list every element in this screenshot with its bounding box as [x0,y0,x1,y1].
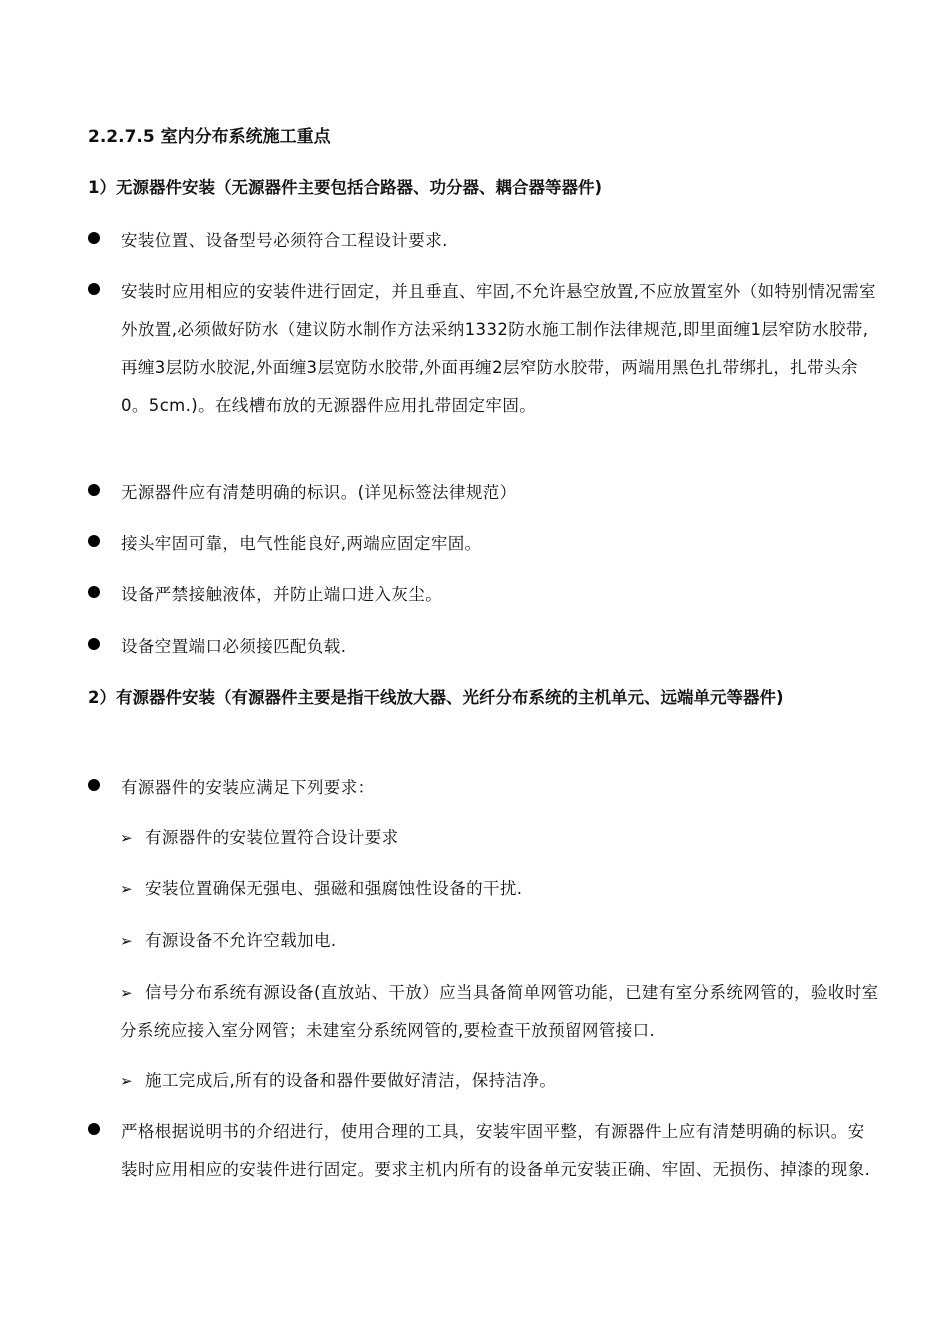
sub-list-item-text: 施工完成后,所有的设备和器件要做好清洁，保持洁净。 [145,1071,557,1090]
list-item-text: 无源器件应有清楚明确的标识。(详见标签法律规范） [121,483,517,502]
list-item [88,1113,878,1189]
list-item-text: 安装时应用相应的安装件进行固定，并且垂直、牢固,不允许悬空放置,不应放置室外（如特别情况需室外放置,必须做好防水（建议防水制作方法采纳1332防水施工制作法律规范,即里面缠1层窄防水胶带,再缠3层防水胶泥,外面缠3层宽防水胶带,外面再缠2层窄防水胶带，两端用黑色扎带绑扎，扎带头余0。5cm.)。在线槽布放的无源器件应用扎带固定牢固。 [121,282,876,415]
list-item-text: 接头牢固可靠，电气性能良好,两端应固定牢固。 [121,534,482,553]
list-item-text: 严格根据说明书的介绍进行，使用合理的工具，安装牢固平整，有源器件上应有清楚明确的标识。安装时应用相应的安装件进行固定。要求主机内所有的设备单元安装正确、牢固、无损伤、掉漆的现象. [121,1122,871,1179]
bullet-icon [88,283,100,295]
arrowhead-icon: ➢ [120,880,133,898]
list-item [88,576,878,614]
list-item [88,474,878,512]
sub-list-item-text: 信号分布系统有源设备(直放站、干放）应当具备简单网管功能，已建有室分系统网管的，验收时室分系统应接入室分网管；未建室分系统网管的,要检查干放预留网管接口. [120,983,879,1040]
bullet-icon [88,586,100,598]
list-item-text: 安装位置、设备型号必须符合工程设计要求. [121,231,448,250]
part2-heading: 2）有源器件安装（有源器件主要是指干线放大器、光纤分布系统的主机单元、远端单元等器件) [88,688,784,707]
arrowhead-icon: ➢ [120,829,133,847]
bullet-icon [88,1123,100,1135]
list-item [88,273,878,425]
bullet-icon [88,232,100,244]
sub-list-item [120,922,880,960]
sub-list-item [120,819,880,857]
list-item [88,525,878,563]
bullet-icon [88,484,100,496]
arrowhead-icon: ➢ [120,984,133,1002]
list-item-text: 设备严禁接触液体，并防止端口进入灰尘。 [121,585,443,604]
list-item-text: 设备空置端口必须接匹配负载. [121,637,347,656]
bullet-icon [88,779,100,791]
sub-list-item-text: 安装位置确保无强电、强磁和强腐蚀性设备的干扰. [145,879,523,898]
arrowhead-icon: ➢ [120,1072,133,1090]
list-item [88,222,878,260]
sub-list-item [120,1062,880,1100]
list-item-text: 有源器件的安装应满足下列要求： [121,778,375,797]
list-item [88,769,878,807]
arrowhead-icon: ➢ [120,932,133,950]
list-item [88,628,878,666]
part1-heading: 1）无源器件安装（无源器件主要包括合路器、功分器、耦合器等器件) [88,178,603,197]
sub-list-item-text: 有源设备不允许空载加电. [145,931,337,950]
sub-list-item-text: 有源器件的安装位置符合设计要求 [145,828,399,847]
bullet-icon [88,535,100,547]
bullet-icon [88,638,100,650]
section-title: 2.2.7.5 室内分布系统施工重点 [88,127,331,147]
sub-list-item [120,870,880,908]
sub-list-item [120,974,880,1050]
